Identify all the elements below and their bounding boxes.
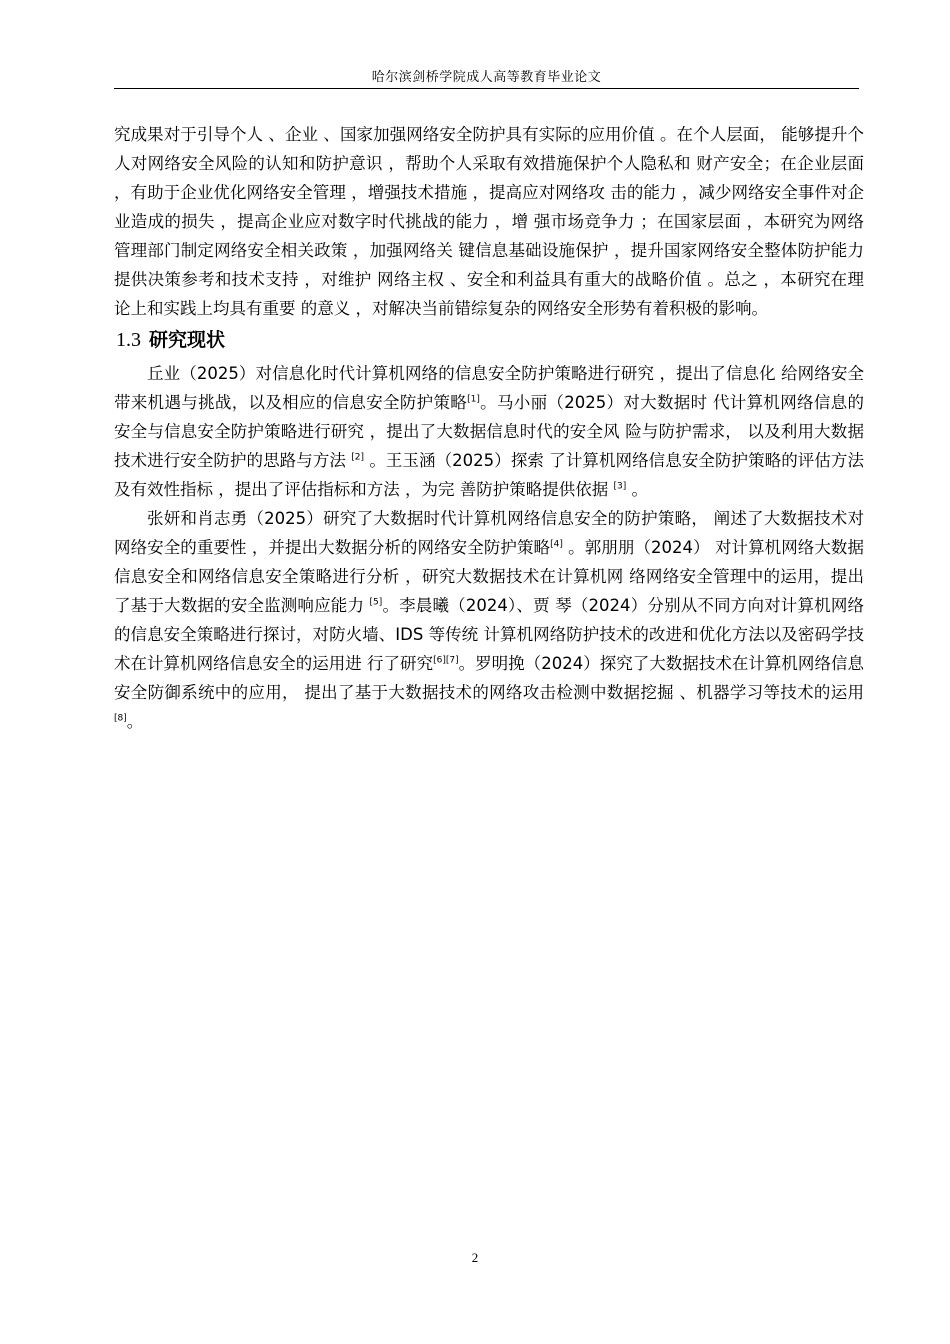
paragraph-text: 。罗明挽（2024）探究了大数据技术在计算机网络信息 安全防御系统中的应用， 提出了基于大数据技术的网络攻击检测中数据挖掘 、机器学习等技术的运用 — [114, 654, 864, 702]
paragraph-text: 。李晨曦（2024）、贾 琴（2024）分别从不同方向对计算机网络的信息安全策略进行探讨，对防火墙、IDS 等传统 计算机网络防护技术的改进和优化方法以及密码学技术在计算机网络信息安全的运用进 行了研究 — [114, 596, 864, 673]
paragraph-text: 。 — [126, 712, 144, 731]
body-paragraph — [114, 359, 864, 504]
citation: [3] — [613, 481, 627, 492]
section-title: 研究现状 — [149, 329, 226, 351]
paragraph-text: 。王玉涵（2025）探索 了计算机网络信息安全防护策略的评估方法及有效性指标 ，提出了评估指标和方法 ，为完 善防护策略提供依据 — [114, 451, 864, 499]
document-header: 哈尔滨剑桥学院成人高等教育毕业论文 — [371, 70, 602, 85]
paragraph-text: 张妍和肖志勇（2025）研究了大数据时代计算机网络信息安全的防护策略， 阐述了大数据技术对网络安全的重要性 ，并提出大数据分析的网络安全防护策略 — [114, 509, 864, 557]
section-number: 1.3 — [116, 329, 141, 351]
paragraph-text: 丘业（2025）对信息化时代计算机网络的信息安全防护策略进行研究 ，提出了信息化 给网络安全带来机遇与挑战，以及相应的信息安全防护策略 — [114, 364, 864, 412]
citation: [1] — [467, 394, 480, 405]
section-heading — [116, 325, 864, 355]
body-paragraph: 究成果对于引导个人 、企业 、国家加强网络安全防护具有实际的应用价值 。在个人层面， 能够提升个人对网络安全风险的认知和防护意识 ，帮助个人采取有效措施保护个人隐私和 财产安全；在企业层面 ，有助于企业优化网络安全管理 ，增强技术措施 ，提高应对网络攻 击的能力 ，减少网络安全事件对企业造成的损失 ，提高企业应对数字时代挑战的能力 ，增 强市场竞争力 ；在国家层面 ，本研究为网络管理部门制定网络安全相关政策 ，加强网络关 键信息基础设施保护 ，提升国家网络安全整体防护能力提供决策参考和技术支持 ，对维护 网络主权 、安全和利益具有重大的战略价值 。总之 ，本研究在理论上和实践上均具有重要 的意义 ，对解决当前错综复杂的网络安全形势有着积极的影响。 — [114, 125, 864, 318]
page-number: 2 — [471, 1250, 479, 1265]
paragraph-text: 。郭朋朋（2024） 对计算机网络大数据信息安全和网络信息安全策略进行分析 ，研究大数据技术在计算机网 络网络安全管理中的运用，提出了基于大数据的安全监测响应能力 — [114, 538, 865, 615]
citation: [5] — [369, 597, 383, 608]
citation: [8] — [114, 713, 127, 724]
citation: [2] — [351, 452, 365, 463]
document-body — [114, 120, 864, 736]
paragraph-text: 。 — [626, 480, 648, 499]
citation: [4] — [550, 539, 563, 550]
body-paragraph — [114, 504, 864, 736]
paragraph-text: 。马小丽（2025）对大数据时 代计算机网络信息的安全与信息安全防护策略进行研究 ，提出了大数据信息时代的安全风 险与防护需求， 以及利用大数据技术进行安全防护的思路与方法 — [114, 393, 864, 470]
citation: [6][7] — [433, 655, 459, 666]
header-rule — [114, 88, 859, 89]
